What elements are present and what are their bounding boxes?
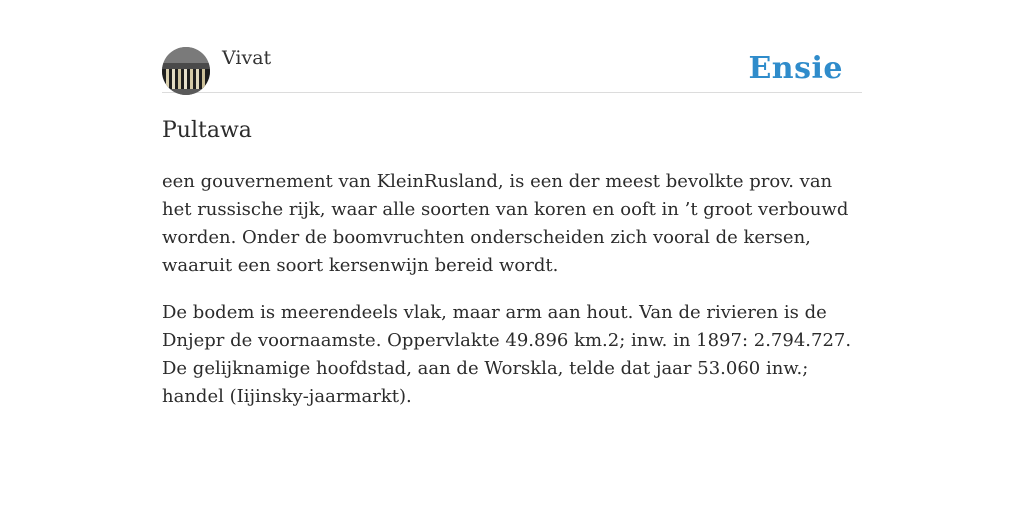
author-name[interactable]: Vivat [222,47,272,69]
article-paragraph: De bodem is meerendeels vlak, maar arm aan hout. Van de rivieren is de Dnjepr de voornaamste. Oppervlakte 49.896 km.2; inw. in 1897: 2.794.727. De gelijknamige hoofdstad, aan de Worskla, telde dat jaar 53.060 inw.; handel (Iijinsky-jaarmarkt). [162,302,852,407]
article-paragraph: een gouvernement van KleinRusland, is een der meest bevolkte prov. van het russische rijk, waar alle soorten van koren en ooft in ’t groot verbouwd worden. Onder de boomvruchten onderscheiden zich vooral de kersen, waaruit een soort kersenwijn bereid wordt. [162,171,849,276]
page-container [162,0,862,407]
article-title: Pultawa [162,118,252,143]
page-header [162,0,862,93]
brand-logo[interactable]: Ensie [748,51,843,86]
article-body [162,168,862,430]
avatar[interactable] [162,47,210,95]
book-spines-icon [162,47,210,95]
